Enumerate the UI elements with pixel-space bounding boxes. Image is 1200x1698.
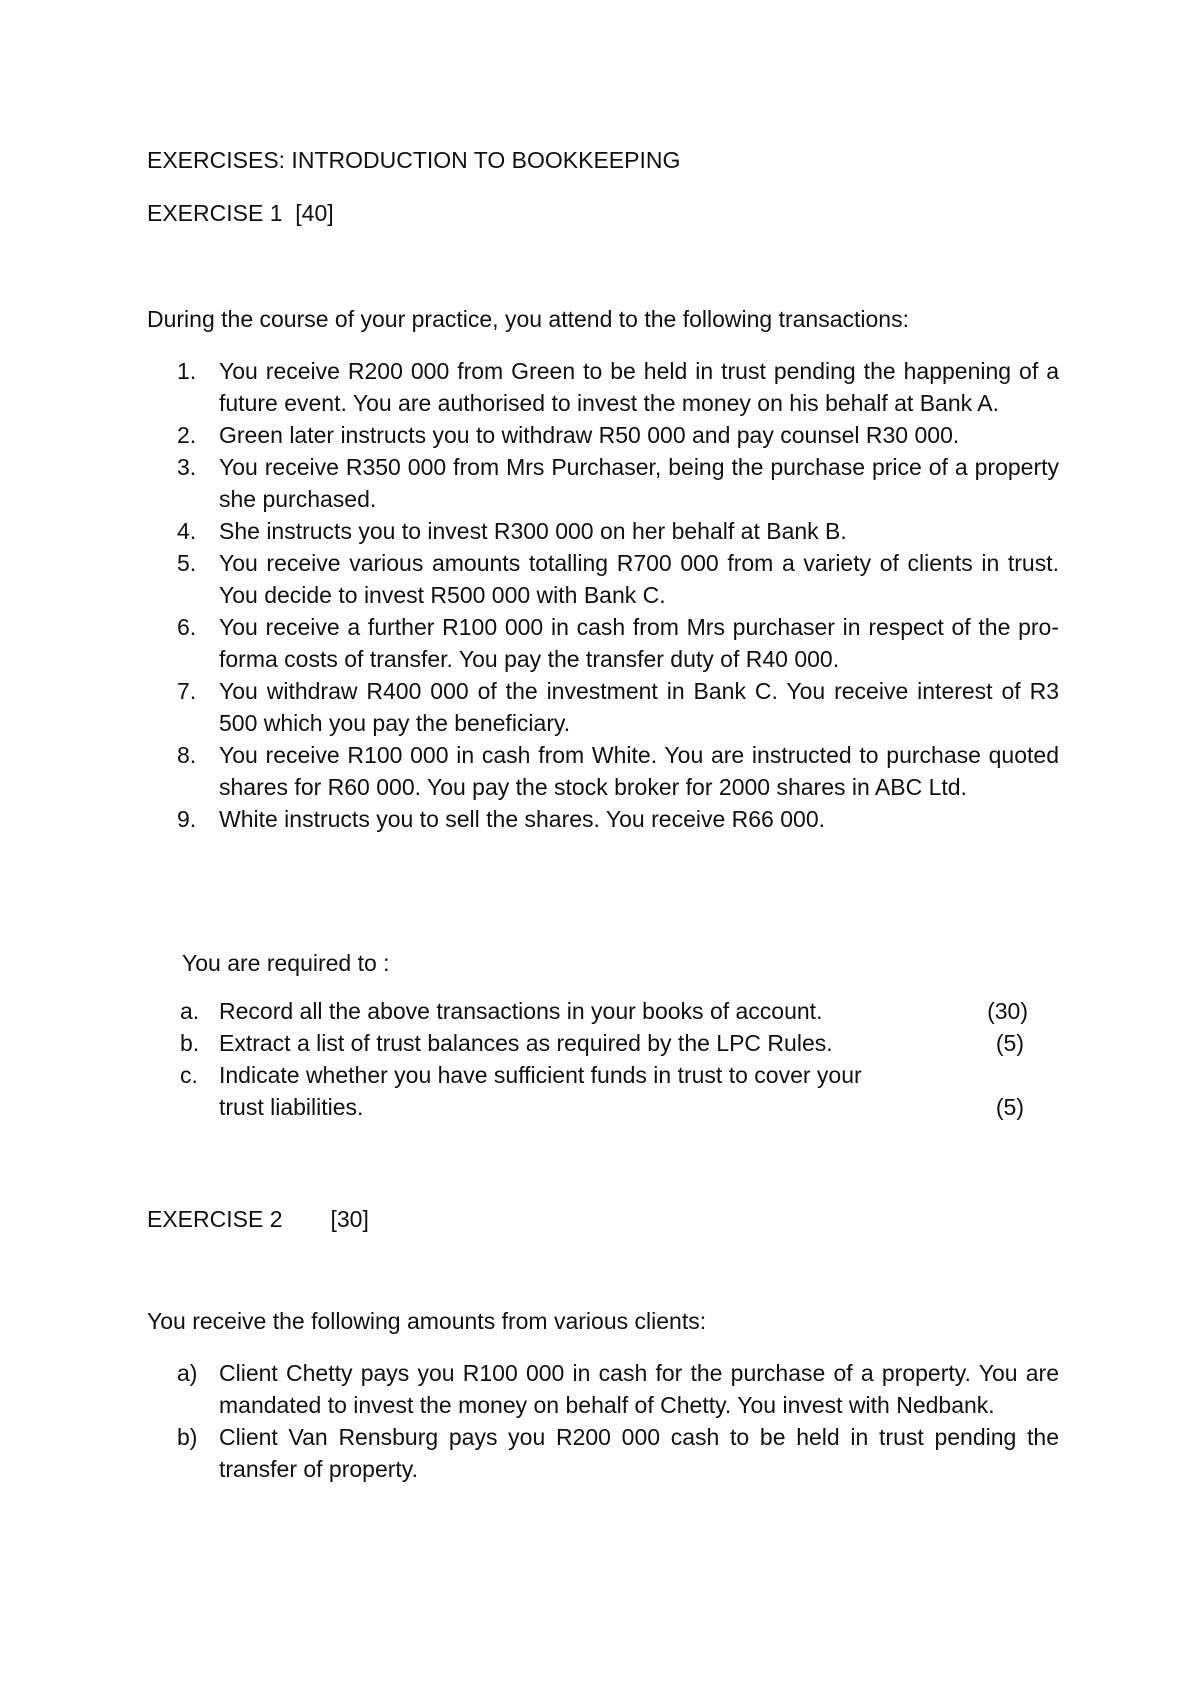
list-item [147, 1421, 1059, 1485]
exercise-2-label: EXERCISE 2 [147, 1206, 283, 1232]
list-number: a) [177, 1360, 198, 1386]
list-number: 6. [177, 614, 197, 640]
requirement-marks: (5) [995, 1094, 1024, 1120]
list-text: She instructs you to invest R300 000 on her behalf at Bank B. [219, 518, 847, 544]
requirement-text: Extract a list of trust balances as required by the LPC Rules. [219, 1030, 833, 1056]
exercise-1-marks: [40] [295, 200, 334, 226]
requirement-marks: (30) [987, 998, 1028, 1024]
list-item [147, 611, 1059, 675]
list-text: You withdraw R400 000 of the investment in Bank C. You receive interest of R3 500 which you pay the beneficiary. [219, 678, 1059, 736]
list-item [147, 803, 1059, 835]
exercise-1-intro: During the course of your practice, you attend to the following transactions: [147, 306, 909, 332]
list-text: You receive R100 000 in cash from White. You are instructed to purchase quoted shares for R60 000. You pay the stock broker for 2000 shares in ABC Ltd. [219, 742, 1059, 800]
list-number: 1. [177, 358, 197, 384]
list-number: b) [177, 1424, 198, 1450]
list-text: You receive various amounts totalling R700 000 from a variety of clients in trust. You decide to invest R500 000 with Bank C. [219, 550, 1059, 608]
requirement-item [180, 1027, 1024, 1059]
list-text: You receive R350 000 from Mrs Purchaser, being the purchase price of a property she purchased. [219, 454, 1059, 512]
exercise-1-transactions [147, 355, 1059, 835]
list-text: White instructs you to sell the shares. You receive R66 000. [219, 806, 825, 832]
exercise-2-marks: [30] [330, 1206, 369, 1232]
list-text: Green later instructs you to withdraw R50 000 and pay counsel R30 000. [219, 422, 960, 448]
requirement-letter: a. [180, 998, 200, 1024]
list-item [147, 675, 1059, 739]
list-item [147, 739, 1059, 803]
list-number: 7. [177, 678, 197, 704]
requirement-letter: c. [180, 1062, 198, 1088]
list-item [147, 419, 1059, 451]
exercise-1-heading [147, 197, 334, 229]
list-text: Client Van Rensburg pays you R200 000 cash to be held in trust pending the transfer of property. [219, 1424, 1059, 1482]
exercise-2-heading [147, 1203, 369, 1235]
list-item [147, 355, 1059, 419]
requirements-list [180, 995, 1028, 1123]
list-item [147, 451, 1059, 515]
list-number: 5. [177, 550, 197, 576]
exercise-2-intro: You receive the following amounts from various clients: [147, 1308, 707, 1334]
list-text: You receive a further R100 000 in cash from Mrs purchaser in respect of the pro-forma costs of transfer. You pay the transfer duty of R40 000. [219, 614, 1059, 672]
requirement-letter: b. [180, 1030, 200, 1056]
list-item [147, 547, 1059, 611]
requirement-marks: (5) [995, 1030, 1024, 1056]
list-number: 2. [177, 422, 197, 448]
requirement-item [180, 1059, 1024, 1123]
list-number: 8. [177, 742, 197, 768]
exercise-2-items [147, 1357, 1059, 1485]
list-number: 9. [177, 806, 197, 832]
required-intro: You are required to : [182, 950, 390, 976]
list-text: You receive R200 000 from Green to be held in trust pending the happening of a future event. You are authorised to invest the money on his behalf at Bank A. [219, 358, 1059, 416]
list-text: Client Chetty pays you R100 000 in cash for the purchase of a property. You are mandated to invest the money on behalf of Chetty. You invest with Nedbank. [219, 1360, 1059, 1418]
list-number: 3. [177, 454, 197, 480]
document-title: EXERCISES: INTRODUCTION TO BOOKKEEPING [147, 147, 681, 173]
requirement-text: Record all the above transactions in your books of account. [219, 998, 823, 1024]
requirement-text: Indicate whether you have sufficient funds in trust to cover your [219, 1062, 862, 1088]
requirement-text-continued: trust liabilities. [219, 1094, 364, 1120]
requirement-item [180, 995, 1028, 1027]
list-item [147, 515, 1059, 547]
list-item [147, 1357, 1059, 1421]
exercise-1-label: EXERCISE 1 [147, 200, 283, 226]
list-number: 4. [177, 518, 197, 544]
